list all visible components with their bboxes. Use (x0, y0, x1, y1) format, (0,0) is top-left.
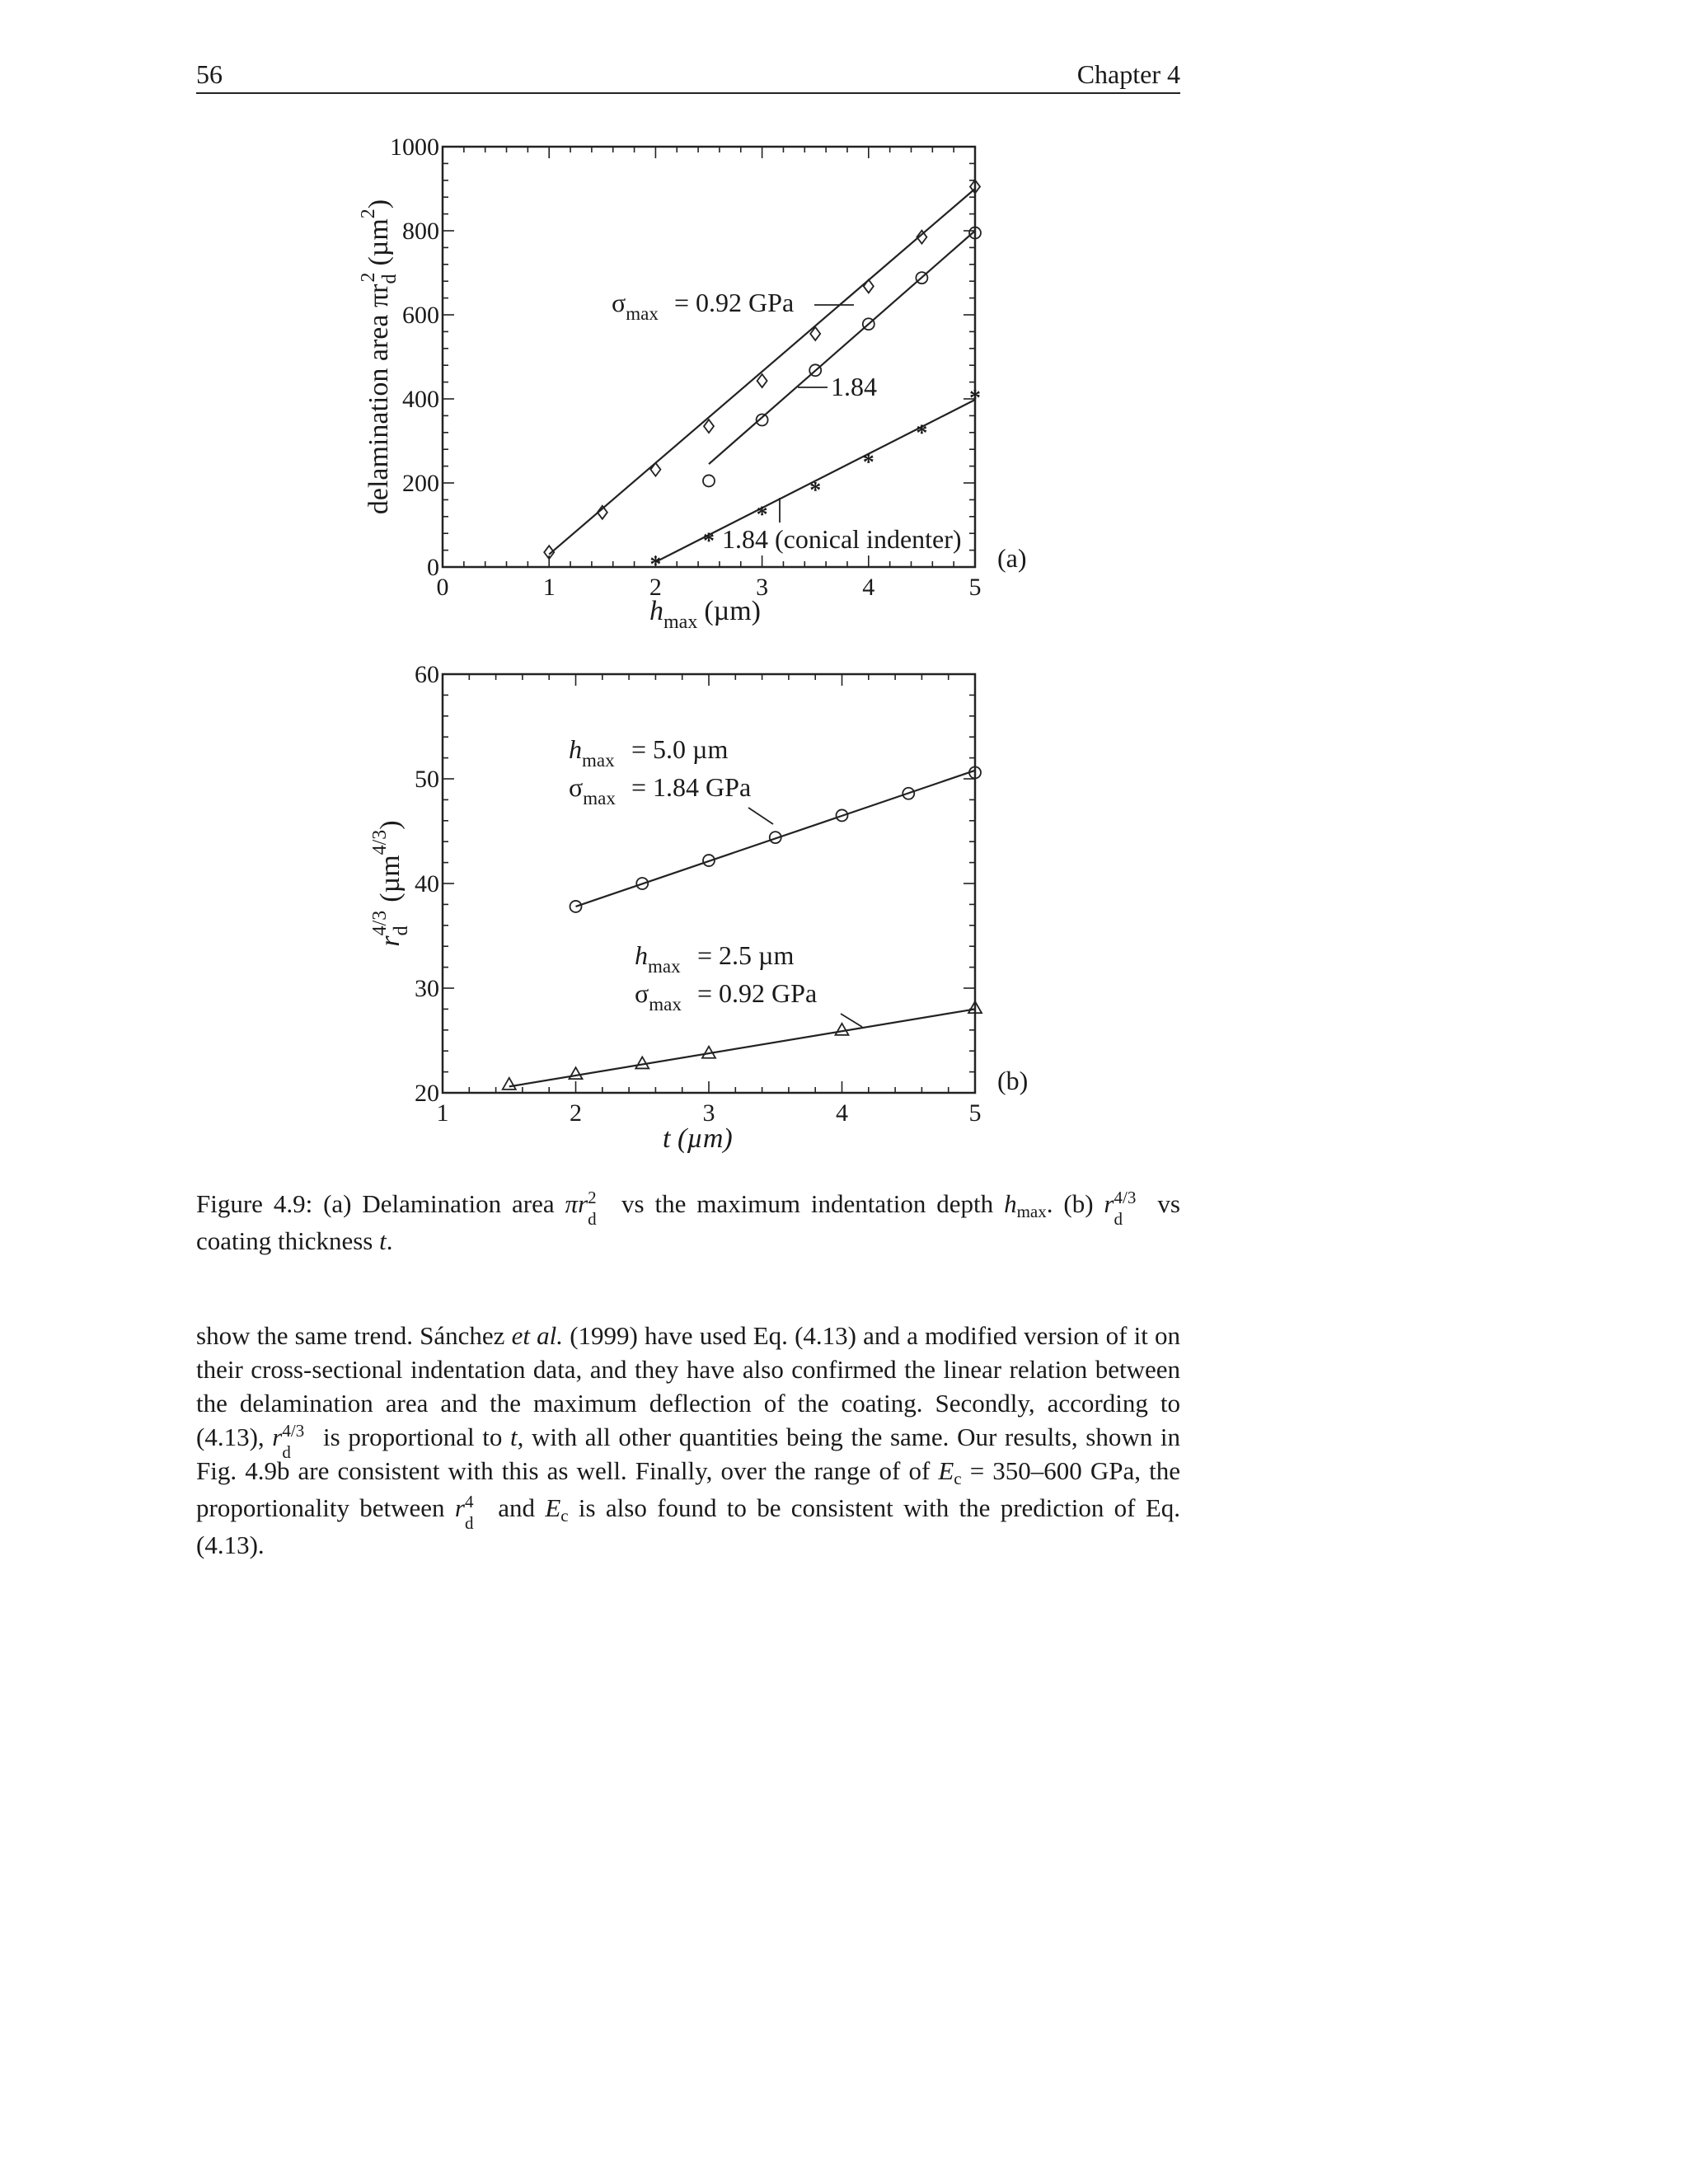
panel-a-x-axis-label: $h_{max}$ (µm) (649, 596, 762, 633)
x-tick-label: 1 (436, 1099, 449, 1127)
body-paragraph: show the same trend. Sánchez et al. (1999) have used Eq. (4.13) and a modified version of it on their cross-sectional indentation data, and they have also confirmed the linear relation between the delamination area and the maximum deflection of the coating. Secondly, according to (4.13), r 4/3 d is proportional to t, with all other quantities being the same. Our results, shown in Fig. 4.9b are consistent with this as well. Finally, over the range of of Ec = 350–600 GPa, the proportionality between r 4 d and Ec is also found to be consistent with the prediction of Eq. (4.13). (196, 1321, 1181, 1559)
y-tick-label: 600 (402, 302, 439, 329)
panel-b-x-axis-label: t (µm) (663, 1123, 733, 1154)
x-tick-label: 2 (570, 1099, 582, 1127)
panel-b-fit-lines (509, 771, 975, 1087)
data-point-series-0 (864, 279, 874, 293)
panel-b-lower-sigma-label: $\sigma_{max}$ (635, 978, 682, 1015)
panel-a-y-axis-label: delamination area $\pi r_d2(\mu m^2)$ (358, 199, 401, 515)
x-tick-label: 5 (968, 1099, 982, 1127)
panel-b-lower-leader (841, 1014, 862, 1027)
fit-line-series-1 (709, 231, 975, 464)
panel-a-conical-label: 1.84 (conical indenter) (722, 524, 962, 554)
panel-b-y-axis-label: $r_d4/3(\mu m^{4/3})$ (369, 820, 412, 947)
panel-b-upper-h-label: $h_{max}$ (569, 734, 615, 771)
y-tick-label: 1000 (390, 134, 439, 161)
panel-a-184-label: 1.84 (831, 372, 877, 401)
panel-b-panel-label: (b) (997, 1066, 1029, 1095)
chapter-label: Chapter 4 (1076, 59, 1180, 89)
x-tick-label: 0 (436, 574, 449, 601)
y-tick-label: 200 (402, 470, 439, 497)
panel-b-upper-leader (748, 808, 773, 824)
panel-b-lower-h-label: $h_{max}$ (635, 940, 681, 977)
data-point-series-2: * (649, 551, 662, 578)
data-point-series-2: * (756, 502, 768, 528)
data-point-series-0 (704, 419, 714, 433)
figure-caption: Figure 4.9: (a) Delamination area πr 2 d vs the maximum indentation depth hmax. (b) r 4/3 d vs coating thickness t. (196, 1188, 1180, 1255)
data-point-series-2: * (703, 528, 715, 555)
x-tick-label: 4 (836, 1099, 848, 1127)
panel-b-upper-h-value: = 5.0 µm (631, 734, 729, 764)
panel-b-lower-h-value: = 2.5 µm (697, 940, 795, 970)
panel-b-markers (503, 766, 982, 1089)
panel-b-lower-sigma-value: = 0.92 GPa (697, 978, 818, 1008)
data-point-series-2: * (969, 385, 981, 411)
y-tick-label: 400 (402, 386, 439, 413)
panel-a-ticks (443, 147, 975, 567)
x-tick-label: 2 (649, 574, 662, 601)
panel-a-sigma-value: = 0.92 GPa (674, 288, 795, 317)
panel-b-upper-sigma-label: $\sigma_{max}$ (569, 772, 616, 808)
data-point-series-2: * (862, 449, 874, 476)
x-tick-label: 1 (542, 574, 556, 601)
x-tick-label: 3 (702, 1099, 715, 1127)
x-tick-label: 5 (968, 574, 982, 601)
panel-a-sigma-label: $\sigma_{max}$ (612, 288, 659, 324)
x-tick-label: 4 (862, 574, 875, 601)
data-point-series-1 (503, 1078, 516, 1090)
fit-line-series-0 (549, 189, 975, 555)
panel-a-chart (358, 134, 1027, 633)
page-number: 56 (196, 59, 223, 89)
data-point-series-1 (570, 1067, 583, 1079)
y-tick-label: 40 (415, 870, 439, 898)
panel-b-chart (369, 661, 1028, 1154)
data-point-series-2: * (809, 478, 822, 504)
y-tick-label: 0 (427, 554, 439, 581)
fit-line-series-1 (509, 1009, 975, 1086)
data-point-series-1 (635, 1057, 649, 1068)
data-point-series-2: * (916, 420, 928, 447)
panel-b-tick-labels (415, 661, 982, 1127)
data-point-series-1 (703, 475, 715, 486)
y-tick-label: 50 (415, 766, 439, 793)
y-tick-label: 800 (402, 218, 439, 245)
panel-b-upper-sigma-value: = 1.84 GPa (631, 772, 752, 802)
data-point-series-0 (757, 374, 767, 387)
x-tick-label: 3 (756, 574, 769, 601)
data-point-series-1 (836, 1024, 849, 1035)
y-tick-label: 20 (415, 1080, 439, 1107)
panel-a-frame (443, 147, 975, 567)
y-tick-label: 30 (415, 975, 439, 1002)
panel-a-panel-label: (a) (997, 543, 1027, 573)
y-tick-label: 60 (415, 661, 439, 688)
